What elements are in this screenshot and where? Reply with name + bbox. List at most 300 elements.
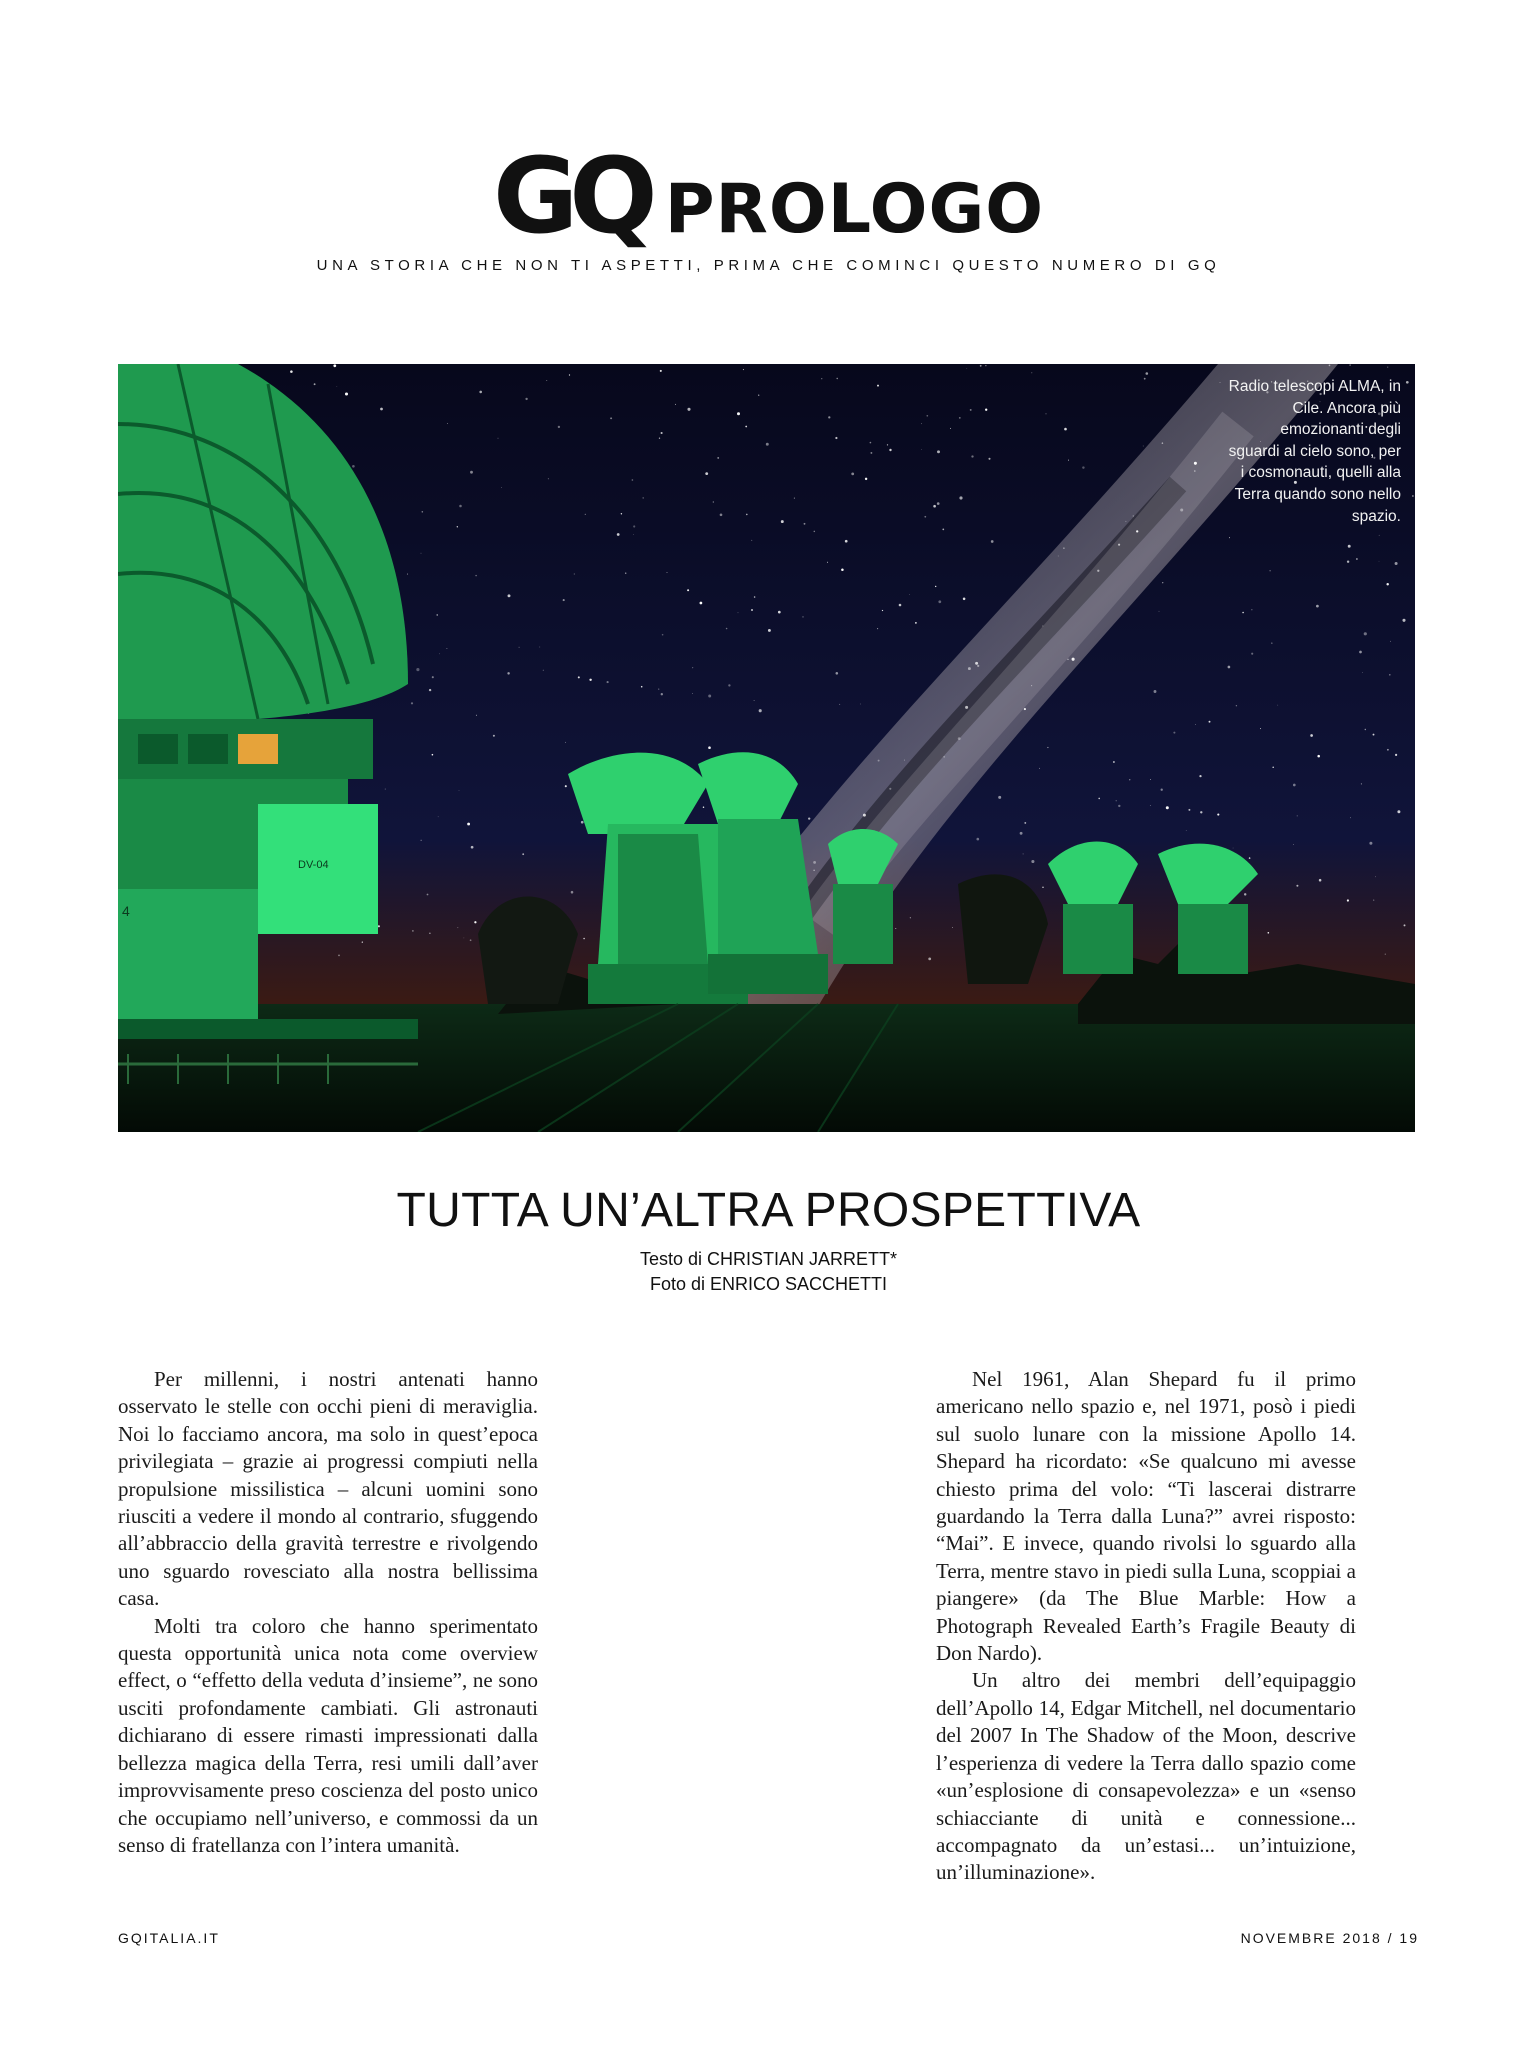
star: [1297, 815, 1298, 816]
star: [836, 378, 837, 379]
star: [1293, 784, 1296, 787]
star: [1023, 853, 1024, 854]
star: [474, 921, 476, 923]
star: [439, 653, 440, 654]
star: [543, 670, 544, 671]
star: [1361, 783, 1362, 784]
star: [470, 939, 472, 941]
star: [904, 760, 905, 761]
star: [1260, 728, 1261, 729]
star: [1031, 685, 1032, 686]
antenna-label: DV-04: [298, 859, 329, 871]
star: [658, 688, 659, 689]
star: [1293, 844, 1294, 845]
star: [607, 681, 609, 683]
star: [290, 370, 293, 373]
star: [708, 695, 711, 698]
star: [813, 861, 816, 864]
star: [746, 514, 748, 516]
star: [1233, 848, 1234, 849]
star: [976, 838, 979, 841]
star: [751, 609, 753, 611]
star: [1136, 530, 1138, 532]
star: [476, 715, 477, 716]
star: [507, 672, 509, 674]
star: [1269, 570, 1270, 571]
antenna-number: 4: [122, 903, 130, 919]
star: [432, 676, 434, 678]
star: [804, 523, 806, 525]
star: [1348, 545, 1351, 548]
star: [921, 423, 922, 424]
star: [959, 417, 961, 419]
text-credit: Testo di CHRISTIAN JARRETT*: [639, 1249, 898, 1269]
star: [1347, 899, 1349, 901]
star: [1116, 800, 1117, 801]
star: [1039, 768, 1040, 769]
star: [539, 647, 540, 648]
star: [958, 737, 961, 740]
star: [1098, 798, 1100, 800]
star: [1404, 924, 1406, 926]
star: [1356, 558, 1358, 560]
star: [1268, 932, 1270, 934]
star: [887, 444, 888, 445]
star: [870, 452, 872, 454]
star: [899, 604, 902, 607]
star: [1031, 372, 1032, 373]
star: [754, 596, 756, 598]
star: [1150, 779, 1151, 780]
star: [937, 502, 940, 505]
star: [675, 404, 676, 405]
star: [1406, 381, 1409, 384]
star: [963, 598, 966, 601]
star: [1229, 537, 1230, 538]
star: [851, 473, 854, 476]
star: [1046, 414, 1047, 415]
star: [427, 894, 429, 896]
star: [1362, 672, 1363, 673]
star: [998, 796, 1001, 799]
star: [828, 416, 830, 418]
star: [1329, 365, 1331, 367]
star: [1024, 822, 1026, 824]
star: [1347, 560, 1349, 562]
star: [952, 927, 953, 928]
star: [942, 529, 944, 531]
star: [794, 498, 795, 499]
star: [841, 569, 844, 572]
star: [467, 823, 470, 826]
star: [877, 628, 878, 629]
star: [1244, 893, 1246, 895]
star: [1180, 508, 1183, 511]
star: [610, 417, 612, 419]
star: [429, 689, 431, 691]
star: [1379, 561, 1380, 562]
star: [768, 629, 771, 632]
star: [1143, 445, 1144, 446]
star: [1072, 658, 1075, 661]
star: [380, 408, 383, 411]
star: [944, 756, 945, 757]
article-credits: [0, 1247, 1537, 1297]
star: [429, 933, 430, 934]
star: [737, 412, 740, 415]
star: [803, 616, 804, 617]
star: [378, 925, 380, 927]
star: [921, 449, 922, 450]
body-column-left: [118, 1366, 538, 1859]
star: [1194, 470, 1196, 472]
star: [632, 479, 634, 481]
star: [581, 821, 584, 824]
star: [1129, 779, 1130, 780]
footer-site: GQITALIA.IT: [118, 1930, 220, 1946]
star: [457, 927, 458, 928]
star: [926, 415, 928, 417]
star: [479, 391, 482, 394]
star: [475, 575, 476, 576]
star: [1118, 544, 1120, 546]
tagline: UNA STORIA CHE NON TI ASPETTI, PRIMA CHE COMINCI QUESTO NUMERO DI GQ: [316, 257, 1221, 274]
star: [1209, 721, 1211, 723]
star: [633, 525, 635, 527]
star: [910, 917, 911, 918]
star: [1161, 789, 1163, 791]
star: [700, 602, 703, 605]
star: [411, 702, 413, 704]
star: [667, 572, 668, 573]
star: [1296, 885, 1298, 887]
star: [416, 668, 419, 671]
star: [1194, 462, 1197, 465]
star: [493, 735, 495, 737]
star: [766, 443, 769, 446]
star: [412, 930, 414, 932]
star: [977, 665, 979, 667]
star: [1251, 609, 1252, 610]
star: [1364, 632, 1367, 635]
star: [421, 840, 422, 841]
star: [422, 511, 424, 513]
star: [447, 423, 448, 424]
star: [937, 450, 940, 453]
star: [975, 662, 978, 665]
star: [836, 672, 839, 675]
star: [1350, 817, 1351, 818]
star: [860, 704, 861, 705]
star: [1162, 582, 1163, 583]
star: [1195, 724, 1196, 725]
star: [713, 501, 714, 502]
masthead: [0, 135, 1537, 257]
star: [1042, 625, 1043, 626]
star: [1146, 372, 1149, 375]
star: [1113, 761, 1115, 763]
star: [459, 505, 462, 508]
photo-caption: Radio telescopi ALMA, in Cile. Ancora più emozionanti degli sguardi al cielo sono, per i cosmonauti, quelli alla Terra quando sono nello spazio.: [1228, 378, 1401, 525]
star: [1412, 495, 1414, 497]
star: [703, 807, 704, 808]
star: [1199, 775, 1201, 777]
star: [1386, 583, 1388, 585]
star: [1186, 830, 1187, 831]
star: [1150, 805, 1151, 806]
star: [1063, 547, 1065, 549]
star: [728, 684, 730, 686]
star: [446, 648, 447, 649]
star: [519, 647, 520, 648]
star: [633, 534, 634, 535]
star: [1067, 659, 1068, 660]
star: [558, 426, 560, 428]
star: [385, 789, 386, 790]
star: [1220, 382, 1221, 383]
photo-credit: Foto di ENRICO SACCHETTI: [649, 1274, 888, 1294]
star: [909, 594, 910, 595]
star: [459, 790, 460, 791]
star: [1316, 605, 1319, 608]
star: [1373, 900, 1374, 901]
star: [621, 513, 622, 514]
antenna-small-1: [828, 829, 898, 964]
star: [1277, 705, 1278, 706]
star: [935, 586, 936, 587]
star: [708, 746, 711, 749]
star: [1159, 611, 1160, 612]
star: [659, 438, 660, 439]
star: [839, 704, 840, 705]
star: [362, 941, 363, 942]
star: [345, 392, 348, 395]
star: [965, 706, 968, 709]
star: [546, 380, 547, 381]
star: [1154, 690, 1157, 693]
star: [1188, 809, 1190, 811]
footer-issue: NOVEMBRE 2018 / 19: [1240, 1930, 1419, 1946]
star: [352, 465, 355, 468]
star: [1251, 653, 1253, 655]
body-paragraph: Nel 1961, Alan Shepard fu il primo americano nello spazio e, nel 1971, posò i piedi sul suolo lunare con la missione Apollo 14. Shepard ha ricordato: «Se qualcuno mi avesse chiesto prima del volo: “Ti lascerai distrarre guardando la Terra dalla Luna?” avrei risposto: “Mai”. E invece, quando rivolsi lo sguardo alla Terra, mentre stavo in piedi sulla Luna, scoppiai a piangere» (da The Blue Marble: How a Photograph Revealed Earth’s Fragile Beauty di Don Nardo).: [936, 1367, 1356, 1666]
star: [585, 514, 586, 515]
star: [687, 408, 690, 411]
star: [1144, 378, 1146, 380]
star: [565, 742, 566, 743]
star: [661, 432, 663, 434]
star: [889, 449, 891, 451]
body-paragraph: Molti tra coloro che hanno sperimentato questa opportunità unica nota come overview effect, o “effetto della veduta d’insieme”, ne sono usciti profondamente cambiati. Gli astronauti dichiarano di essere rimasti impressionati dalla bellezza magica della Terra, resi umili dall’aver improvvisamente preso coscienza del posto unico che occupiamo nell’universo, e commossi da un senso di fratellanza con l’intera umanità.: [118, 1613, 538, 1857]
star: [988, 458, 990, 460]
star: [924, 516, 926, 518]
star: [1173, 732, 1175, 734]
star: [877, 385, 879, 387]
star: [661, 693, 663, 695]
star: [1379, 535, 1380, 536]
star: [808, 817, 810, 819]
star: [464, 938, 465, 939]
star: [745, 426, 747, 428]
star: [814, 531, 816, 533]
star: [1387, 749, 1389, 751]
star: [1387, 367, 1388, 368]
star: [966, 368, 967, 369]
star: [508, 594, 511, 597]
star: [565, 785, 567, 787]
star: [457, 526, 458, 527]
star: [813, 870, 814, 871]
star: [985, 409, 987, 411]
star: [1042, 886, 1044, 888]
star: [1200, 811, 1202, 813]
star: [692, 667, 693, 668]
star: [821, 378, 822, 379]
star: [1385, 954, 1386, 955]
star: [692, 693, 693, 694]
star: [642, 497, 644, 499]
star: [1097, 570, 1099, 572]
star: [778, 611, 781, 614]
star: [1082, 466, 1084, 468]
star: [991, 540, 994, 543]
star: [1058, 556, 1059, 557]
star: [726, 628, 728, 630]
star: [985, 365, 986, 366]
star: [1272, 766, 1274, 768]
star: [1024, 708, 1026, 710]
star: [1031, 860, 1034, 863]
star: [1118, 805, 1120, 807]
star: [950, 428, 951, 429]
star: [878, 760, 880, 762]
star: [432, 754, 434, 756]
star: [1373, 734, 1375, 736]
star: [522, 853, 524, 855]
star: [882, 610, 883, 611]
star: [1359, 651, 1362, 654]
star: [438, 816, 439, 817]
gq-logo: GQ: [492, 135, 649, 257]
star: [1349, 364, 1350, 365]
star: [1390, 641, 1391, 642]
star: [1125, 521, 1126, 522]
star: [1389, 674, 1391, 676]
star: [1217, 814, 1219, 816]
star: [1310, 734, 1313, 737]
star: [589, 679, 591, 681]
star: [754, 700, 755, 701]
star: [971, 455, 973, 457]
star: [1402, 619, 1405, 622]
star: [471, 846, 474, 849]
star: [1375, 877, 1376, 878]
star: [827, 562, 828, 563]
star: [835, 437, 837, 439]
star: [743, 369, 744, 370]
star: [751, 540, 752, 541]
star: [1397, 810, 1400, 813]
star: [498, 438, 499, 439]
star: [1395, 562, 1398, 565]
star: [1068, 460, 1069, 461]
star: [781, 520, 784, 523]
star: [314, 383, 316, 385]
star: [915, 622, 917, 624]
telescope-illustration: [118, 364, 1415, 1132]
star: [717, 457, 719, 459]
star: [338, 955, 340, 957]
star: [563, 599, 565, 601]
star: [1236, 705, 1237, 706]
star: [525, 398, 527, 400]
star: [1242, 612, 1244, 614]
star: [1369, 842, 1372, 845]
star: [1249, 857, 1251, 859]
star: [1319, 879, 1322, 882]
star: [845, 540, 848, 543]
star: [625, 572, 626, 573]
star: [1162, 442, 1164, 444]
star: [968, 667, 971, 670]
section-title: PROLOGO: [664, 170, 1045, 249]
star: [1365, 729, 1366, 730]
star: [759, 709, 762, 712]
star: [1395, 754, 1397, 756]
star: [583, 938, 585, 940]
star: [617, 533, 620, 536]
article-headline: TUTTA UN’ALTRA PROSPETTIVA: [396, 1184, 1141, 1237]
star: [336, 386, 337, 387]
star: [720, 513, 723, 516]
star: [1166, 806, 1169, 809]
star: [959, 496, 962, 499]
star: [574, 574, 575, 575]
star: [1064, 428, 1067, 431]
star: [1020, 832, 1023, 835]
star: [1228, 666, 1231, 669]
star: [662, 634, 664, 636]
star: [407, 574, 408, 575]
star: [705, 472, 708, 475]
star: [758, 395, 759, 396]
star: [548, 478, 549, 479]
body-paragraph: Per millenni, i nostri antenati hanno osservato le stelle con occhi pieni di meraviglia. Noi lo facciamo ancora, ma solo in quest’epoca privilegiata – grazie ai progressi compiuti nella propulsione missilistica – alcuni uomini sono riusciti a vedere il mondo al contrario, sfuggendo all’abbraccio della gravità terrestre e rivolgendo uno sguardo rovesciato alla nostra bellissima casa.: [118, 1367, 538, 1611]
body-paragraph: Un altro dei membri dell’equipaggio dell’Apollo 14, Edgar Mitchell, nel documentario del 2007 In The Shadow of the Moon, descrive l’esperienza di vedere la Terra dallo spazio come «un’esplosione di consapevolezza» e un «senso schiacciante di unità e connessione... accompagnato da un’estasi... un’intuizione, un’illuminazione».: [936, 1668, 1356, 1885]
star: [641, 686, 643, 688]
star: [333, 364, 336, 367]
star: [970, 409, 972, 411]
star: [470, 471, 473, 474]
star: [1133, 516, 1134, 517]
star: [421, 553, 422, 554]
star: [660, 370, 662, 372]
body-column-right: [936, 1366, 1356, 1887]
hero-photo: [118, 364, 1415, 1132]
star: [938, 600, 941, 603]
star: [738, 612, 739, 613]
star: [865, 478, 867, 480]
star: [571, 891, 574, 894]
star: [437, 614, 438, 615]
star: [933, 505, 936, 508]
star: [578, 676, 580, 678]
star: [1271, 642, 1273, 644]
star: [980, 365, 982, 367]
star: [870, 442, 872, 444]
star: [501, 487, 502, 488]
star: [863, 814, 866, 817]
